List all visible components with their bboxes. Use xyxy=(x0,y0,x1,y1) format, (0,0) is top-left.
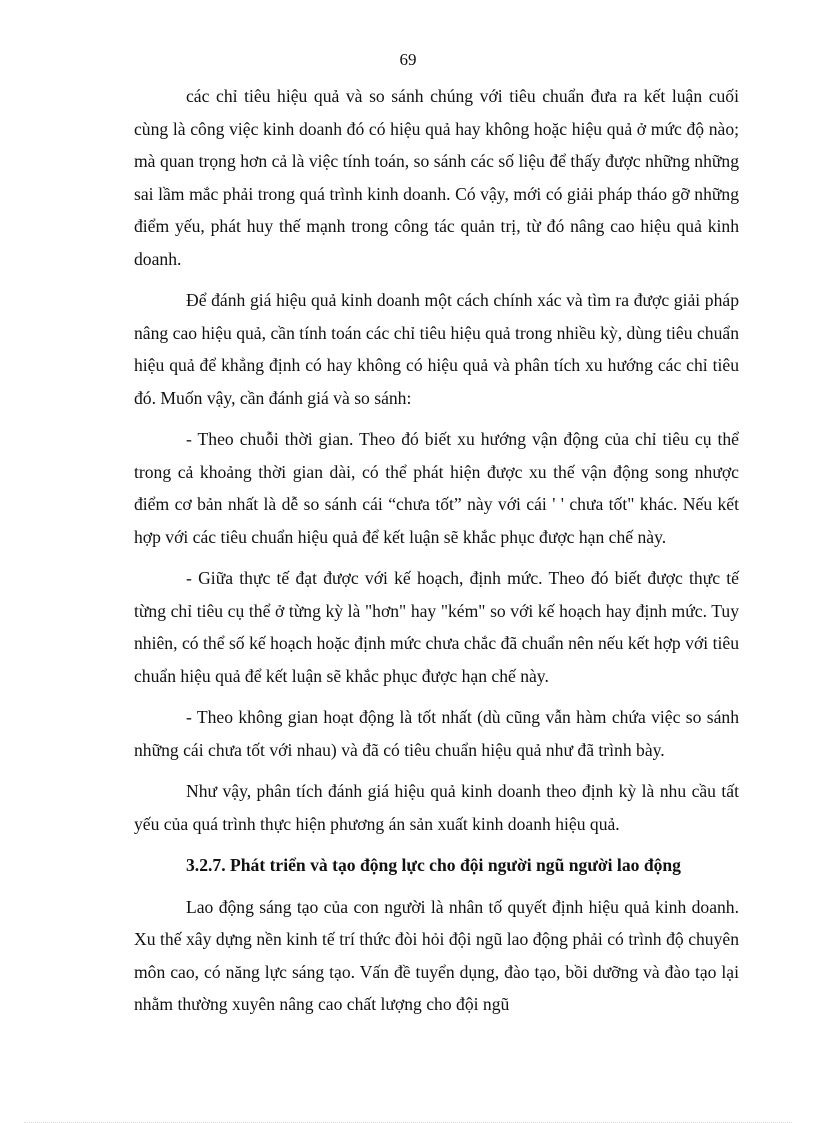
page-number: 69 xyxy=(399,50,417,69)
paragraph-labor: Lao động sáng tạo của con người là nhân tố quyết định hiệu quả kinh doanh. Xu thế xây dựng nền kinh tế trí thức đòi hỏi đội ngũ lao động phải có trình độ chuyên môn cao, có năng lực sáng tạo. Vấn đề tuyển dụng, đào tạo, bồi dưỡng và đào tạo lại nhằm thường xuyên nâng cao chất lượng cho đội ngũ xyxy=(134,896,739,1014)
page-body xyxy=(134,80,739,1030)
paragraph-conclusion: Như vậy, phân tích đánh giá hiệu quả kinh doanh theo định kỳ là nhu cầu tất yếu của quá trình thực hiện phương án sản xuất kinh doanh hiệu quả. xyxy=(134,781,739,834)
section-heading: 3.2.7. Phát triển và tạo động lực cho đội người ngũ người lao động xyxy=(186,855,681,875)
paragraph-continuation: các chỉ tiêu hiệu quả và so sánh chúng với tiêu chuẩn đưa ra kết luận cuối cùng là công việc kinh doanh đó có hiệu quả hay không hoặc hiệu quả ở mức độ nào; mà quan trọng hơn cả là việc tính toán, so sánh các số liệu để thấy được những những sai lầm mắc phải trong quá trình kinh doanh. Có vậy, mới có giải pháp tháo gỡ những điểm yếu, phát huy thế mạnh trong công tác quản trị, từ đó nâng cao hiệu quả kinh doanh. xyxy=(134,86,739,269)
paragraph-time-series: - Theo chuỗi thời gian. Theo đó biết xu hướng vận động của chỉ tiêu cụ thể trong cả khoảng thời gian dài, có thể phát hiện được xu thế vận động song nhược điểm cơ bản nhất là dễ so sánh cái “chưa tốt” này với cái ' ' chưa tốt" khác. Nếu kết hợp với các tiêu chuẩn hiệu quả để kết luận sẽ khắc phục được hạn chế này. xyxy=(134,429,739,547)
paragraph-plan-comparison: - Giữa thực tế đạt được với kế hoạch, định mức. Theo đó biết được thực tế từng chỉ tiêu cụ thể ở từng kỳ là "hơn" hay "kém" so với kế hoạch hay định mức. Tuy nhiên, có thể số kế hoạch hoặc định mức chưa chắc đã chuẩn nên nếu kết hợp với tiêu chuẩn hiệu quả để kết luận sẽ khắc phục được hạn chế này. xyxy=(134,568,739,686)
paragraph-spatial-comparison: - Theo không gian hoạt động là tốt nhất (dù cũng vẫn hàm chứa việc so sánh những cái chưa tốt với nhau) và đã có tiêu chuẩn hiệu quả như đã trình bày. xyxy=(134,707,739,760)
paragraph-evaluation-intro: Để đánh giá hiệu quả kinh doanh một cách chính xác và tìm ra được giải pháp nâng cao hiệu quả, cần tính toán các chỉ tiêu hiệu quả trong nhiều kỳ, dùng tiêu chuẩn hiệu quả để khẳng định có hay không có hiệu quả và phân tích xu hướng các chỉ tiêu đó. Muốn vậy, cần đánh giá và so sánh: xyxy=(134,290,739,408)
